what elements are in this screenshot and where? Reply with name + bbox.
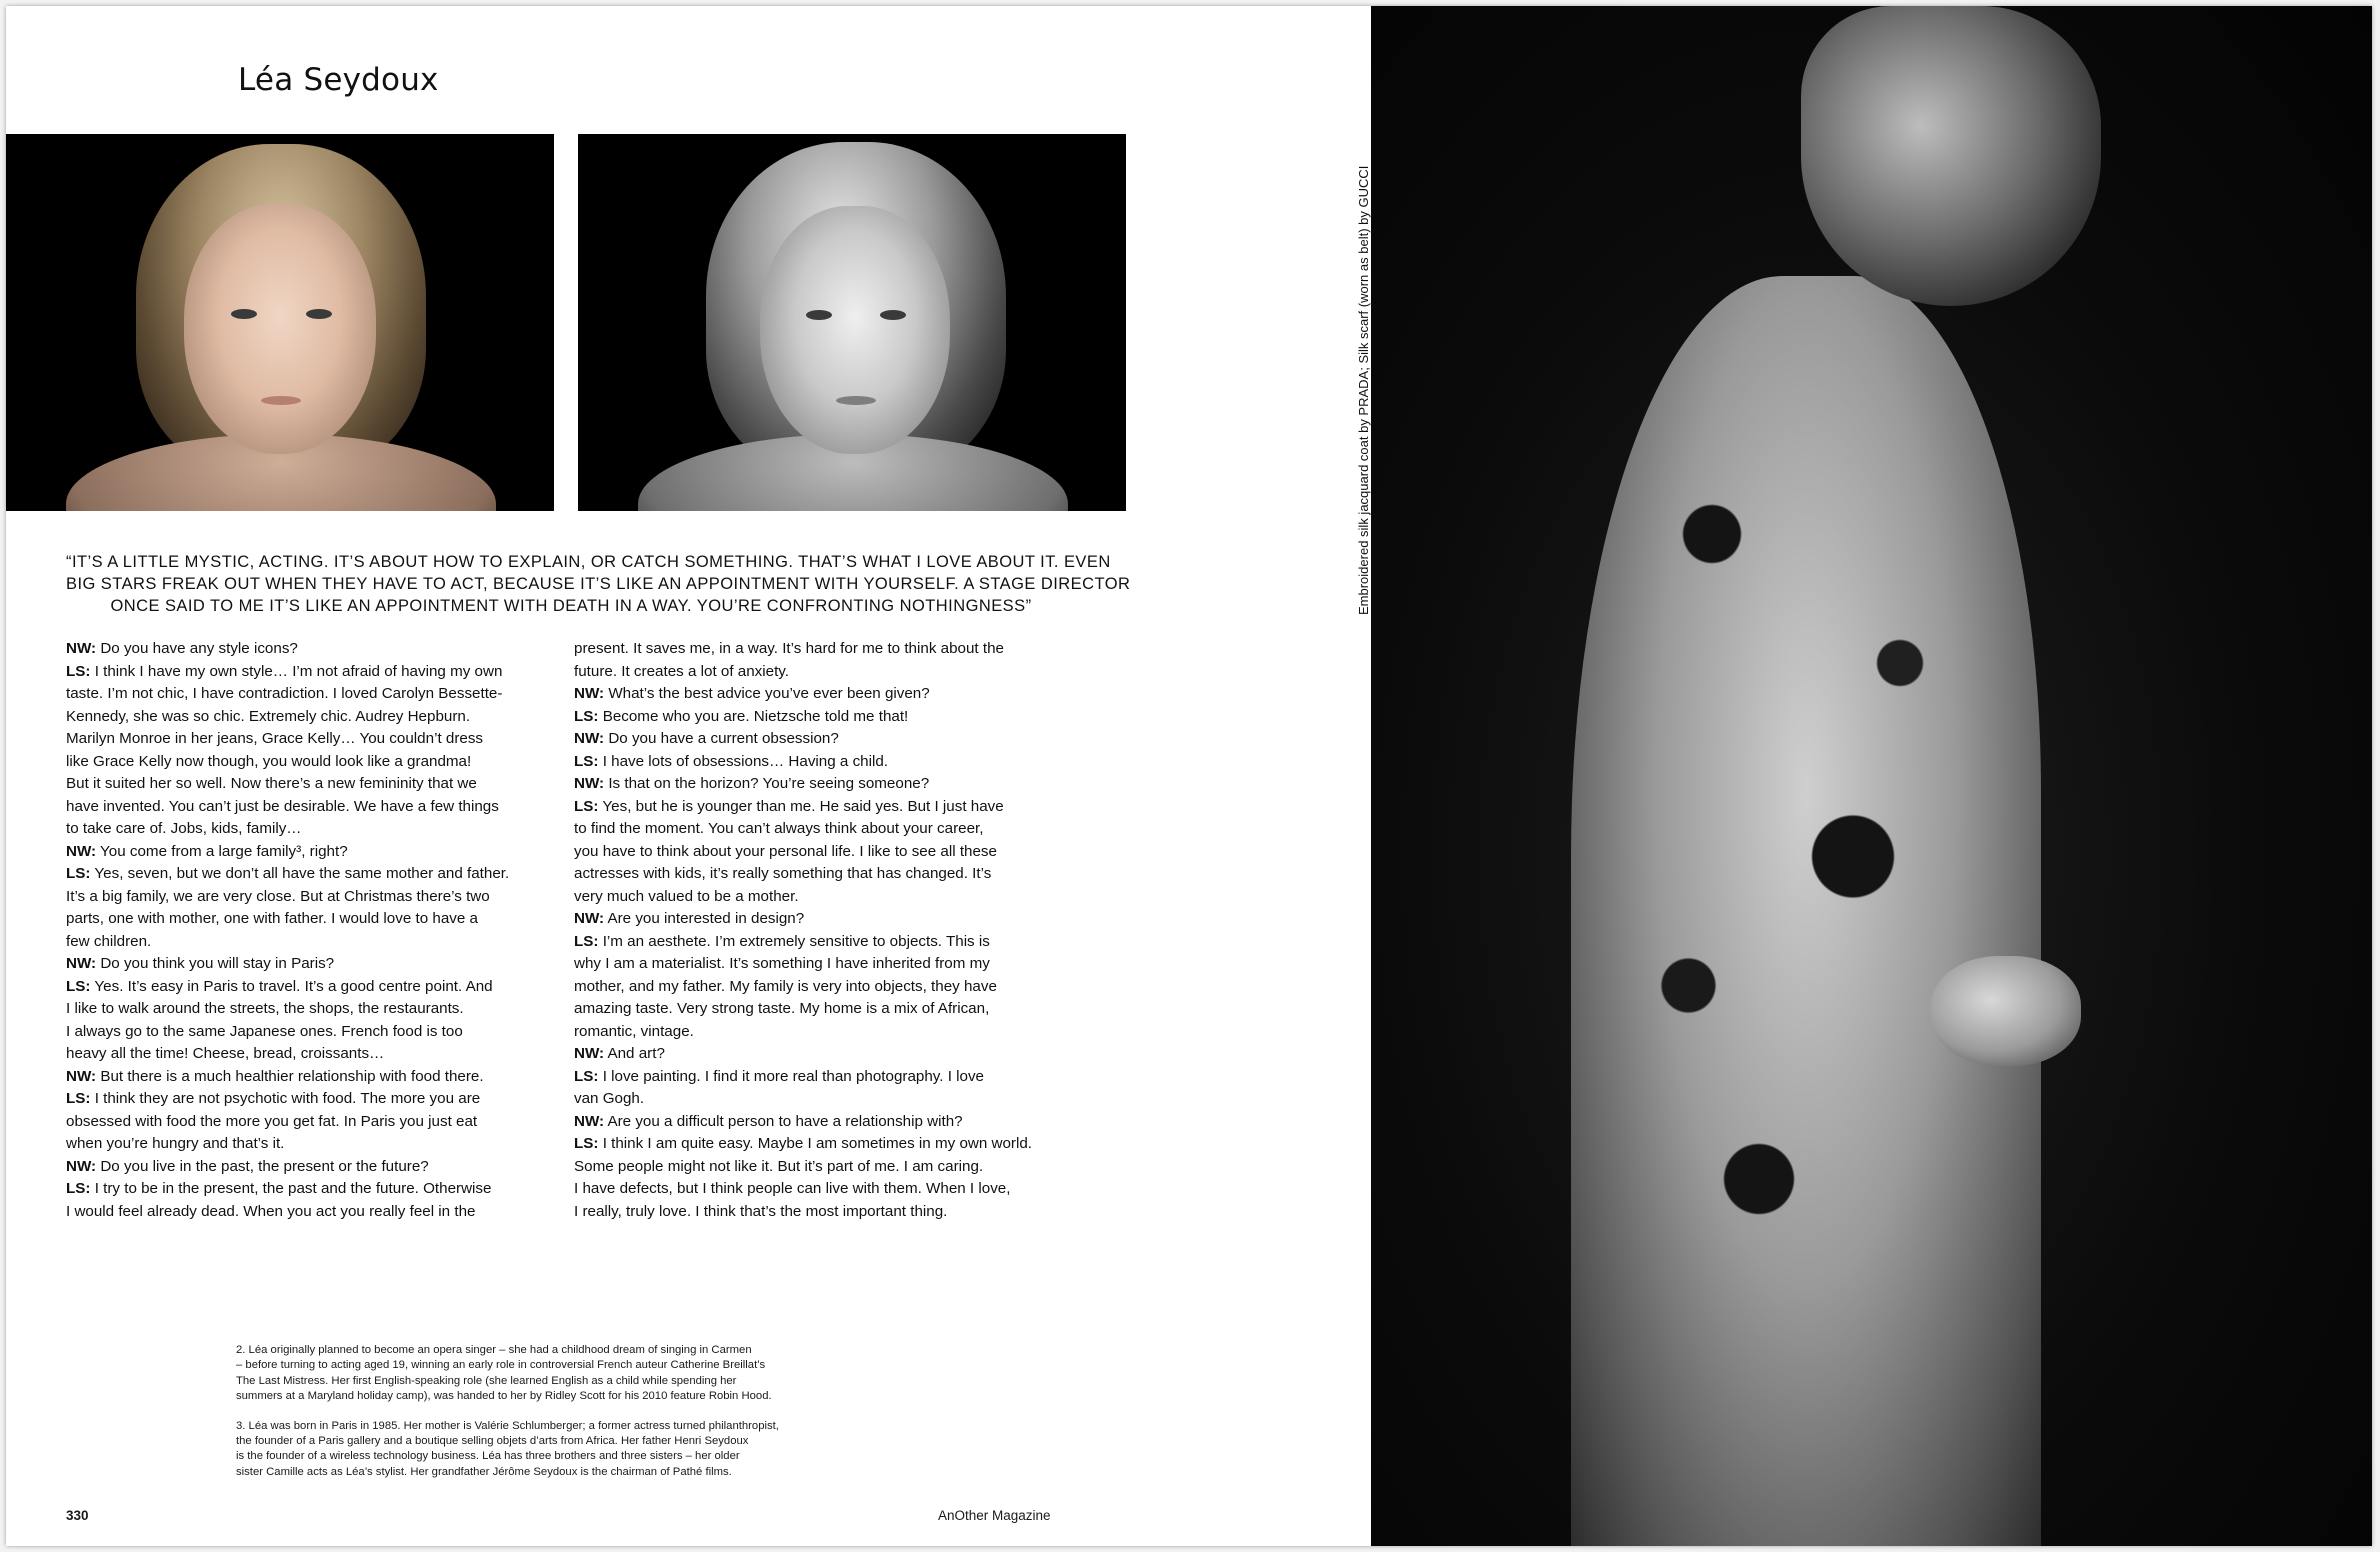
interview-text: I think I have my own style… I’m not afraid of having my own <box>90 662 503 680</box>
interview-text: I think I am quite easy. Maybe I am sometimes in my own world. <box>598 1135 1033 1152</box>
interview-text: And art? <box>604 1045 665 1062</box>
interview-line <box>574 728 1079 751</box>
interview-text: to take care of. Jobs, kids, family… <box>66 820 302 837</box>
interview-line <box>66 1088 556 1111</box>
interview-text: Yes, but he is younger than me. He said yes. But I just have <box>598 797 1004 815</box>
interview-text: Do you live in the past, the present or the future? <box>96 1157 429 1175</box>
interview-text: Kennedy, she was so chic. Extremely chic. Audrey Hepburn. <box>66 707 471 725</box>
interview-line <box>66 1043 556 1066</box>
interview-line <box>66 1156 556 1179</box>
speaker-label: NW: <box>66 842 97 860</box>
interview-line <box>66 1021 556 1044</box>
interview-line <box>574 706 1079 729</box>
speaker-label: LS: <box>66 977 91 995</box>
speaker-label: NW: <box>66 640 97 657</box>
interview-text: It’s a big family, we are very close. But at Christmas there’s two <box>66 887 490 905</box>
speaker-label: NW: <box>574 910 605 927</box>
interview-line <box>574 1178 1079 1201</box>
interview-text: What’s the best advice you’ve ever been given? <box>604 685 930 702</box>
interview-text: actresses with kids, it’s really something that has changed. It’s <box>574 865 992 882</box>
credit-strip <box>1341 6 1371 1546</box>
interview-line <box>574 818 1079 841</box>
speaker-label: LS: <box>574 1135 599 1152</box>
speaker-label: LS: <box>574 752 599 770</box>
interview-text: I have defects, but I think people can live with them. When I love, <box>574 1180 1011 1197</box>
pull-quote-line: ONCE SAID TO ME IT’S LIKE AN APPOINTMENT WITH DEATH IN A WAY. YOU’RE CONFRONTING NOTHINGNESS” <box>110 597 1032 615</box>
interview-text: I always go to the same Japanese ones. French food is too <box>66 1022 463 1040</box>
interview-line <box>66 818 556 841</box>
interview-line <box>66 886 556 909</box>
speaker-label: NW: <box>574 775 605 792</box>
interview-column-2 <box>574 638 1079 1223</box>
interview-text: Are you interested in design? <box>604 910 805 927</box>
footnote-line: sister Camille acts as Léa’s stylist. Her grandfather Jérôme Seydoux is the chairman of Pathé films. <box>236 1465 732 1478</box>
interview-text: But there is a much healthier relationship with food there. <box>96 1067 484 1085</box>
interview-line <box>574 661 1079 684</box>
interview-line <box>574 1021 1079 1044</box>
interview-line <box>574 841 1079 864</box>
interview-text: parts, one with mother, one with father. I would love to have a <box>66 910 478 927</box>
interview-text: Become who you are. Nietzsche told me that! <box>598 707 909 725</box>
interview-text: I would feel already dead. When you act you really feel in the <box>66 1202 476 1220</box>
interview-text: I love painting. I find it more real than photography. I love <box>598 1067 985 1085</box>
interview-text: I think they are not psychotic with food. The more you are <box>90 1090 481 1107</box>
footnote-2 <box>236 1343 904 1405</box>
interview-line <box>66 706 556 729</box>
speaker-label: NW: <box>574 1112 605 1130</box>
interview-line <box>66 683 556 706</box>
footnote-line: The Last Mistress. Her first English-speaking role (she learned English as a child while spending her <box>236 1374 737 1387</box>
interview-line <box>574 751 1079 774</box>
pull-quote <box>66 551 1131 617</box>
speaker-label: LS: <box>574 932 599 950</box>
interview-line <box>574 908 1079 931</box>
interview-line <box>66 931 556 954</box>
interview-line <box>66 751 556 774</box>
speaker-label: LS: <box>574 707 599 725</box>
interview-line <box>66 1178 556 1201</box>
footnote-line: summers at a Maryland holiday camp), was handed to her by Ridley Scott for his 2010 feature Robin Hood. <box>236 1390 772 1403</box>
magazine-spread <box>6 6 2372 1546</box>
portrait-photo-color <box>6 134 554 511</box>
speaker-label: LS: <box>574 797 599 815</box>
interview-line <box>66 908 556 931</box>
interview-line <box>574 863 1079 886</box>
speaker-label: NW: <box>66 1157 97 1175</box>
interview-line <box>574 1201 1079 1224</box>
interview-text: like Grace Kelly now though, you would look like a grandma! <box>66 752 472 770</box>
interview-line <box>574 1043 1079 1066</box>
interview-line <box>66 953 556 976</box>
fullbody-photo-bw <box>1371 6 2372 1546</box>
interview-line <box>66 661 556 684</box>
interview-line <box>574 638 1079 661</box>
interview-line <box>66 841 556 864</box>
interview-text: few children. <box>66 932 152 950</box>
interview-text: Some people might not like it. But it’s part of me. I am caring. <box>574 1157 984 1175</box>
interview-line <box>574 976 1079 999</box>
left-page <box>6 6 1341 1546</box>
interview-column-1 <box>66 638 556 1223</box>
interview-text: you have to think about your personal life. I like to see all these <box>574 842 997 860</box>
interview-line <box>574 1066 1079 1089</box>
interview-line <box>574 1133 1079 1156</box>
interview-text: Is that on the horizon? You’re seeing someone? <box>604 775 930 792</box>
interview-line <box>574 931 1079 954</box>
interview-text: mother, and my father. My family is very into objects, they have <box>574 977 997 995</box>
footnote-line: the founder of a Paris gallery and a boutique selling objets d’arts from Africa. Her father Henri Seydoux <box>236 1435 749 1448</box>
speaker-label: LS: <box>66 662 91 680</box>
interview-text: Do you have any style icons? <box>96 640 298 657</box>
speaker-label: NW: <box>66 1067 97 1085</box>
interview-line <box>574 796 1079 819</box>
interview-text: van Gogh. <box>574 1090 645 1107</box>
portrait-photo-bw <box>578 134 1126 511</box>
interview-text: have invented. You can’t just be desirable. We have a few things <box>66 797 499 815</box>
interview-text: I like to walk around the streets, the shops, the restaurants. <box>66 1000 464 1017</box>
interview-text: future. It creates a lot of anxiety. <box>574 662 789 680</box>
speaker-label: NW: <box>574 730 605 747</box>
interview-text: why I am a materialist. It’s something I have inherited from my <box>574 955 990 972</box>
speaker-label: LS: <box>66 865 91 882</box>
footnote-line: – before turning to acting aged 19, winning an early role in controversial French auteur Catherine Breillat’s <box>236 1359 766 1372</box>
footnote-line: 3. Léa was born in Paris in 1985. Her mother is Valérie Schlumberger; a former actress turned philanthropist, <box>236 1419 779 1432</box>
interview-text: amazing taste. Very strong taste. My home is a mix of African, <box>574 1000 990 1017</box>
interview-line <box>66 796 556 819</box>
interview-line <box>574 1088 1079 1111</box>
interview-text: taste. I’m not chic, I have contradiction. I loved Carolyn Bessette- <box>66 685 503 702</box>
interview-line <box>66 728 556 751</box>
interview-text: very much valued to be a mother. <box>574 887 799 905</box>
speaker-label: LS: <box>574 1067 599 1085</box>
interview-text: heavy all the time! Cheese, bread, croissants… <box>66 1045 385 1062</box>
speaker-label: LS: <box>66 1090 91 1107</box>
interview-line <box>66 1066 556 1089</box>
interview-line <box>574 886 1079 909</box>
magazine-name: AnOther Magazine <box>938 1508 1051 1523</box>
interview-text: You come from a large family³, right? <box>96 842 348 860</box>
interview-text: romantic, vintage. <box>574 1022 694 1040</box>
photo-credit: Embroidered silk jacquard coat by PRADA; Silk scarf (worn as belt) by GUCCI <box>1356 165 1371 615</box>
article-title: Léa Seydoux <box>238 62 439 98</box>
interview-text: when you’re hungry and that’s it. <box>66 1135 285 1152</box>
footnote-3 <box>236 1419 904 1481</box>
interview-line <box>66 1111 556 1134</box>
page-number: 330 <box>66 1508 89 1523</box>
speaker-label: NW: <box>66 955 97 972</box>
interview-text: obsessed with food the more you get fat. In Paris you just eat <box>66 1112 478 1130</box>
interview-line <box>574 1111 1079 1134</box>
interview-text: I really, truly love. I think that’s the most important thing. <box>574 1202 948 1220</box>
interview-line <box>574 1156 1079 1179</box>
speaker-label: NW: <box>574 1045 605 1062</box>
interview-text: Yes, seven, but we don’t all have the same mother and father. <box>90 865 510 882</box>
interview-line <box>574 953 1079 976</box>
interview-text: present. It saves me, in a way. It’s hard for me to think about the <box>574 640 1004 657</box>
interview-line <box>574 998 1079 1021</box>
pull-quote-line: “IT’S A LITTLE MYSTIC, ACTING. IT’S ABOUT HOW TO EXPLAIN, OR CATCH SOMETHING. THAT’S WHAT I LOVE ABOUT IT. EVEN <box>66 553 1111 571</box>
interview-text: I have lots of obsessions… Having a child. <box>598 752 889 770</box>
interview-text: Are you a difficult person to have a relationship with? <box>604 1112 963 1130</box>
interview-text: But it suited her so well. Now there’s a new femininity that we <box>66 775 477 792</box>
speaker-label: NW: <box>574 685 605 702</box>
interview-line <box>66 1201 556 1224</box>
interview-line <box>66 863 556 886</box>
interview-text: Marilyn Monroe in her jeans, Grace Kelly… You couldn’t dress <box>66 730 484 747</box>
interview-text: I’m an aesthete. I’m extremely sensitive to objects. This is <box>598 932 990 950</box>
interview-line <box>66 1133 556 1156</box>
interview-text: Do you think you will stay in Paris? <box>96 955 335 972</box>
interview-line <box>574 683 1079 706</box>
speaker-label: LS: <box>66 1180 91 1197</box>
interview-line <box>574 773 1079 796</box>
interview-text: to find the moment. You can’t always think about your career, <box>574 820 984 837</box>
interview-line <box>66 998 556 1021</box>
footnote-line: 2. Léa originally planned to become an opera singer – she had a childhood dream of singing in Carmen <box>236 1344 752 1356</box>
pull-quote-line: BIG STARS FREAK OUT WHEN THEY HAVE TO ACT, BECAUSE IT’S LIKE AN APPOINTMENT WITH YOURSELF. A STAGE DIRECTOR <box>66 575 1131 593</box>
interview-line <box>66 638 556 661</box>
right-page <box>1341 6 2372 1546</box>
interview-text: Yes. It’s easy in Paris to travel. It’s a good centre point. And <box>90 977 493 995</box>
footnote-line: is the founder of a wireless technology business. Léa has three brothers and three sisters – her older <box>236 1450 740 1463</box>
footnotes <box>236 1343 904 1494</box>
interview-text: Do you have a current obsession? <box>604 730 839 747</box>
interview-text: I try to be in the present, the past and the future. Otherwise <box>90 1180 492 1197</box>
interview-line <box>66 976 556 999</box>
interview-line <box>66 773 556 796</box>
